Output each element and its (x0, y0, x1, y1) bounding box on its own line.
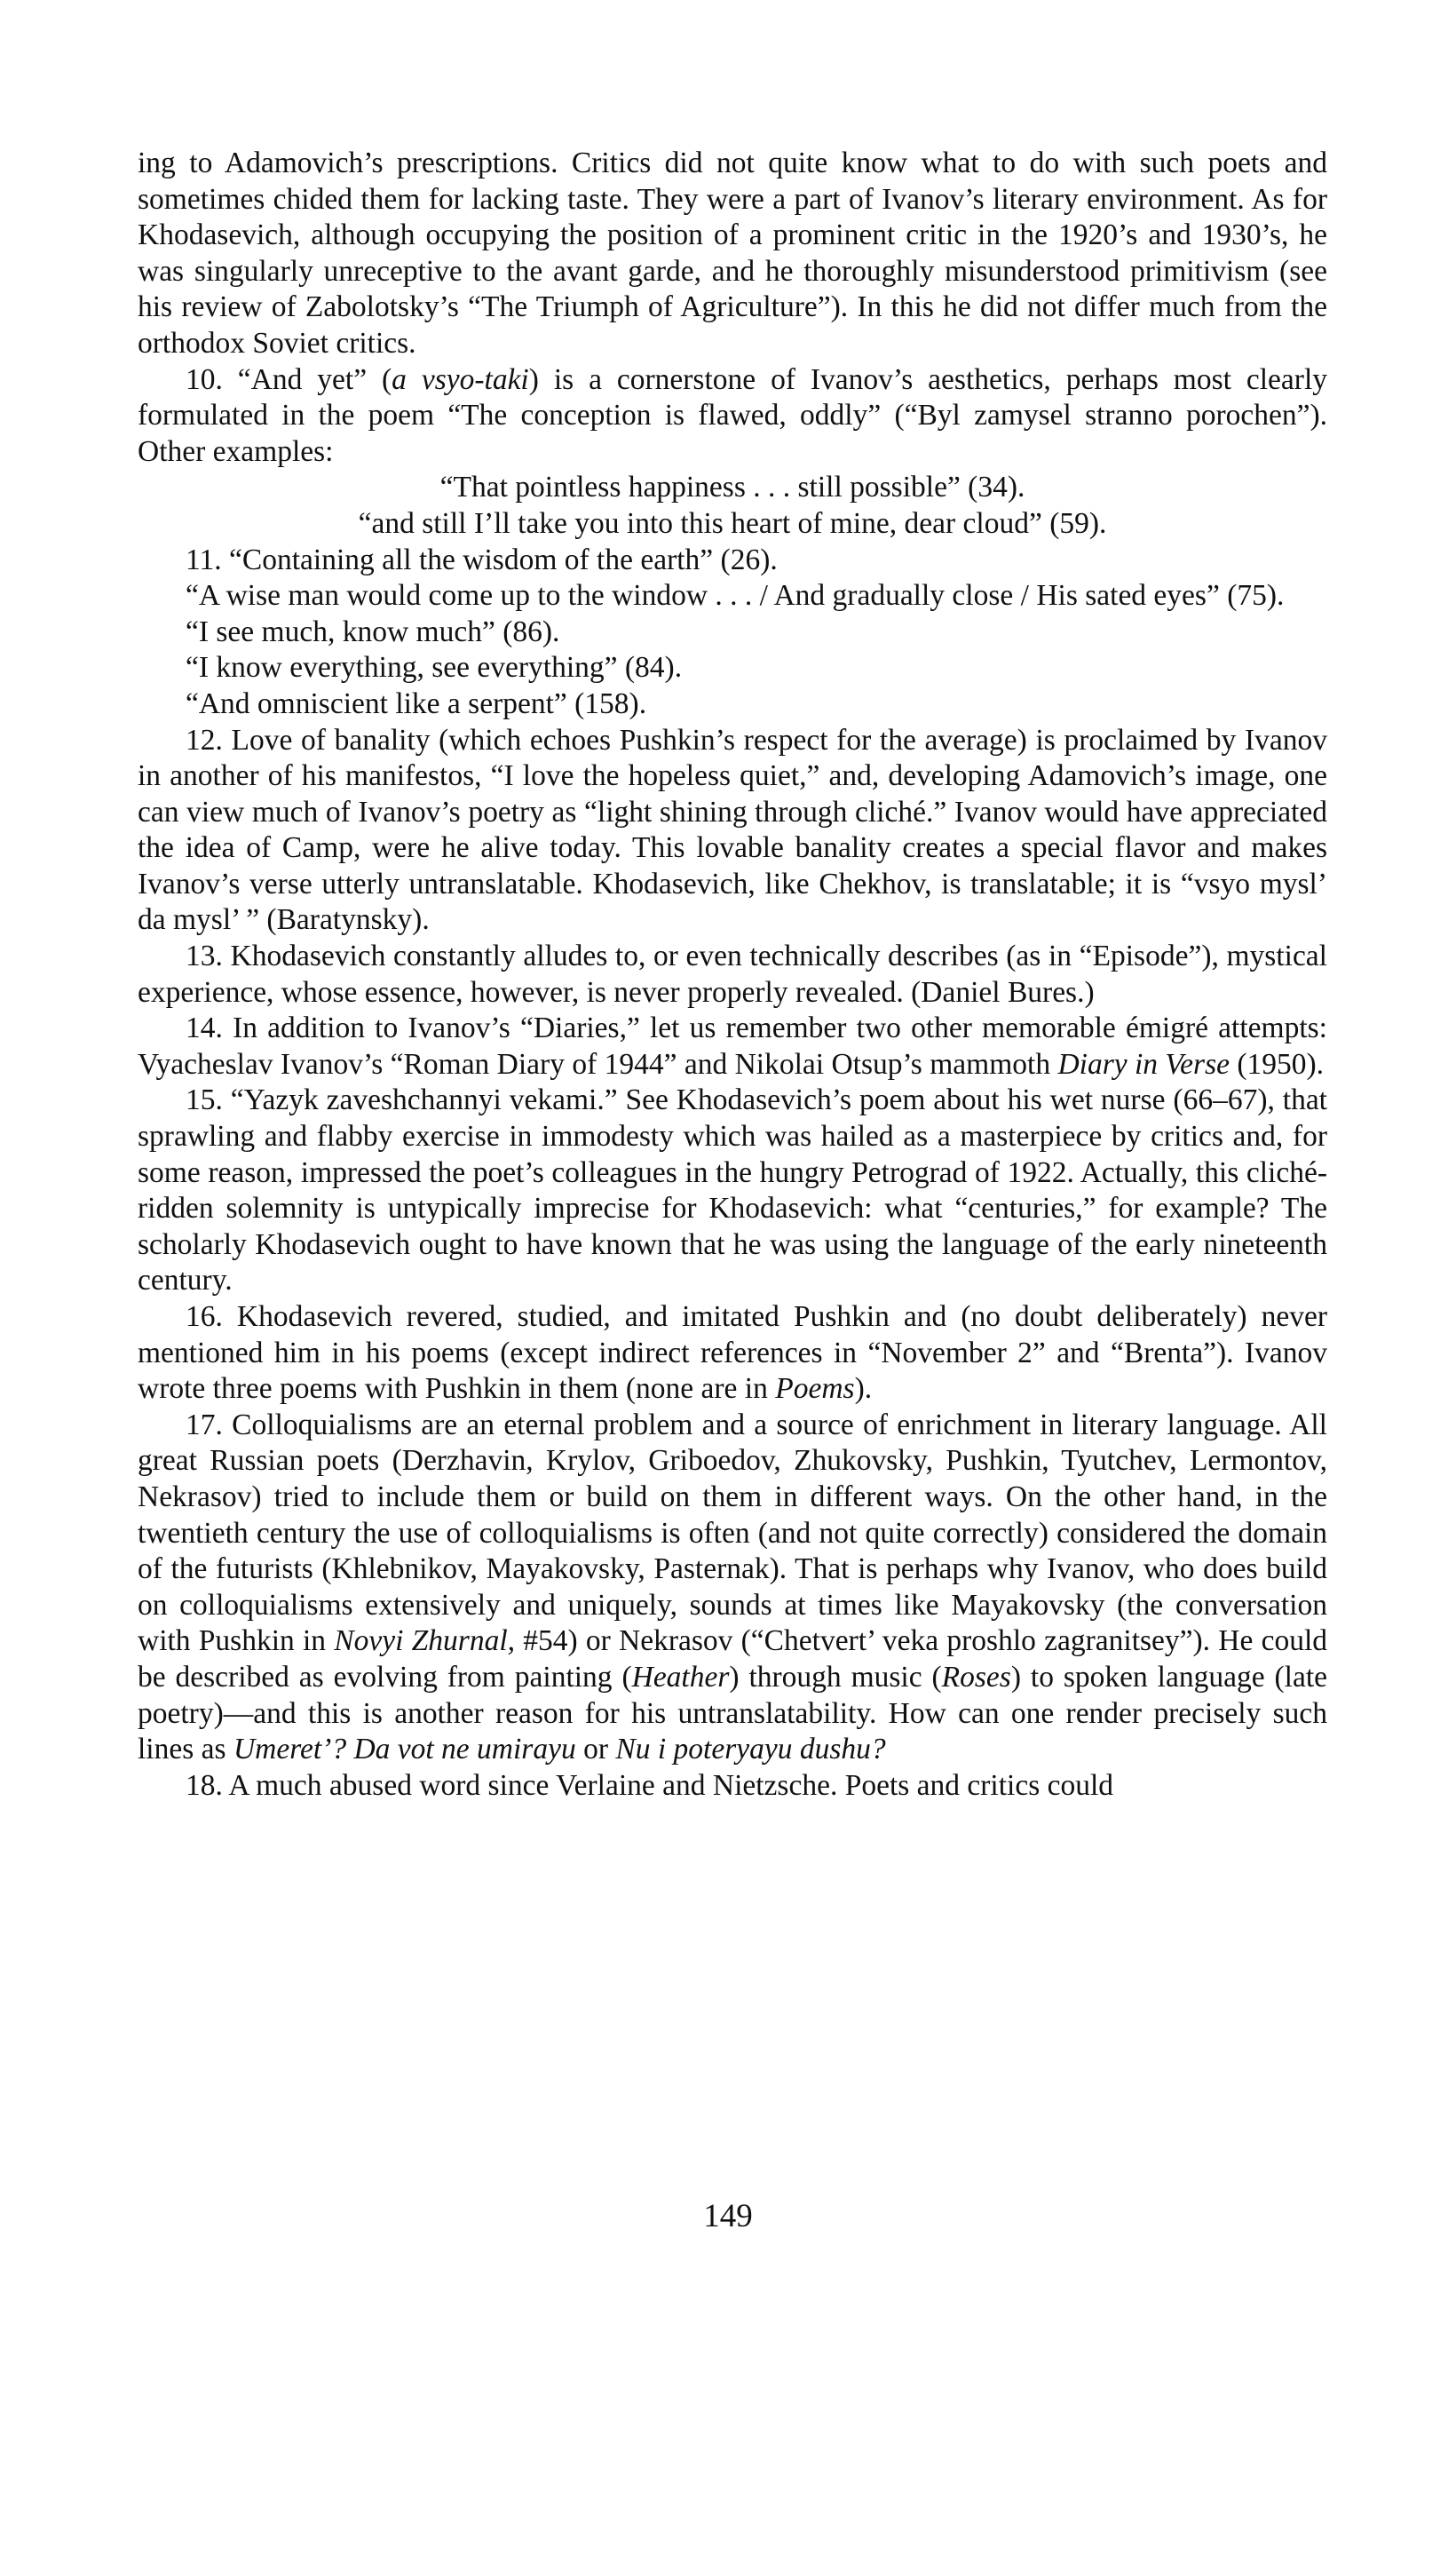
text-run: 14. In addition to Ivanov’s “Diaries,” let us remember two other memorable émigré attempts: Vyacheslav Ivanov’s “Roman Diary of 1944” and Nikolai Otsup’s mammoth (138, 1012, 1327, 1081)
note-12 (138, 723, 1327, 940)
text-run: “And omniscient like a serpent” (158). (186, 686, 647, 720)
italic-run: Heather (631, 1660, 730, 1694)
text-run: “That pointless happiness . . . still possible” (34). (439, 471, 1025, 504)
text-run: ) through music ( (729, 1660, 942, 1694)
quote-line (138, 578, 1327, 615)
text-run: “A wise man would come up to the window . . . / And gradually close / His sated eyes” (75). (186, 579, 1285, 613)
quote-line (138, 615, 1327, 651)
quote-line (138, 686, 1327, 723)
text-run: #54) or Nekrasov (“Chetvert’ veka proshlo zagranitsey”). He could be described as evolving from painting ( (138, 1624, 1328, 1694)
italic-run: Novyi Zhurnal, (334, 1624, 516, 1658)
text-run: ) to spoken language (late poetry)—and this is another reason for his untranslatability. How can one render precisely such lines as (138, 1660, 1327, 1766)
note-10 (138, 362, 1327, 471)
text-run: or (575, 1733, 616, 1766)
text-run: “and still I’ll take you into this heart of mine, dear cloud” (59). (358, 506, 1107, 540)
italic-run: a vsyo-taki (392, 362, 529, 396)
note-11 (138, 543, 1327, 579)
note-18 (138, 1768, 1327, 1805)
text-run: 16. Khodasevich revered, studied, and imitated Pushkin and (no doubt deliberately) never mentioned him in his poems (except indirect references in “November 2” and “Brenta”). Ivanov wrote three poems with Pushkin in them (none are in (138, 1300, 1327, 1406)
page-body (138, 146, 1327, 1804)
quote-line (138, 650, 1327, 686)
text-run: ) is a cornerstone of Ivanov’s aesthetics, perhaps most clearly formulated in the poem “The conception is flawed, oddly” (“Byl zamysel stranno porochen”). Other examples: (138, 362, 1327, 468)
note-16 (138, 1299, 1327, 1408)
text-run: 11. “Containing all the wisdom of the earth” (26). (186, 543, 778, 576)
text-run: 12. Love of banality (which echoes Pushkin’s respect for the average) is proclaimed by Ivanov in another of his manifestos, “I love the hopeless quiet,” and, developing Adamovich’s image, one can view much of Ivanov’s poetry as “light shining through cliché.” Ivanov would have appreciated the idea of Camp, were he alive today. This lovable banality creates a special flavor and makes Ivanov’s verse utterly untranslatable. Khodasevich, like Chekhov, is translatable; it is “vsyo mysl’ da mysl’ ” (Baratynsky). (138, 723, 1327, 937)
paragraph-continuation (138, 146, 1327, 362)
italic-run: Nu i poteryayu dushu? (615, 1733, 886, 1766)
text-run: “I know everything, see everything” (84). (186, 651, 683, 685)
text-run: 13. Khodasevich constantly alludes to, or even technically describes (as in “Episode”), mystical experience, whose essence, however, is never properly revealed. (Daniel Bures.) (138, 940, 1327, 1009)
quote-line (138, 506, 1327, 543)
note-14 (138, 1011, 1327, 1083)
note-15 (138, 1083, 1327, 1299)
text-run: 17. Colloquialisms are an eternal problem and a source of enrichment in literary language. All great Russian poets (Derzhavin, Krylov, Griboedov, Zhukovsky, Pushkin, Tyutchev, Lermontov, Nekrasov) tried to include them or build on them in different ways. On the other hand, in the twentieth century the use of colloquialisms is often (and not quite correctly) considered the domain of the futurists (Khlebnikov, Mayakovsky, Pasternak). That is perhaps why Ivanov, who does build on colloquialisms extensively and uniquely, sounds at times like Mayakovsky (the conversation with Pushkin in (138, 1408, 1327, 1658)
text-run: (1950). (1229, 1047, 1325, 1081)
italic-run: Poems (775, 1372, 855, 1406)
note-17 (138, 1408, 1327, 1768)
text-run: 15. “Yazyk zaveshchannyi vekami.” See Khodasevich’s poem about his wet nurse (66–67), that sprawling and flabby exercise in immodesty which was hailed as a masterpiece by critics and, for some reason, impressed the poet’s colleagues in the hungry Petrograd of 1922. Actually, this cliché-ridden solemnity is untypically imprecise for Khodasevich: what “centuries,” for example? The scholarly Khodasevich ought to have known that he was using the language of the early nineteenth century. (138, 1083, 1327, 1297)
note-13 (138, 939, 1327, 1011)
text-run: ing to Adamovich’s prescriptions. Critics did not quite know what to do with such poets and sometimes chided them for lacking taste. They were a part of Ivanov’s literary environment. As for Khodasevich, although occupying the position of a prominent critic in the 1920’s and 1930’s, he was singularly unreceptive to the avant garde, and he thoroughly misunderstood primitivism (see his review of Zabolotsky’s “The Triumph of Agriculture”). In this he did not differ much from the orthodox Soviet critics. (138, 147, 1327, 360)
italic-run: Diary in Verse (1057, 1047, 1230, 1081)
italic-run: Roses (941, 1660, 1011, 1694)
italic-run: Umeret’? Da vot ne umirayu (233, 1733, 576, 1766)
page-number: 149 (703, 2198, 753, 2234)
text-run: 10. “And yet” ( (186, 362, 392, 396)
text-run: “I see much, know much” (86). (186, 615, 560, 648)
quote-line (138, 470, 1327, 506)
text-run: 18. A much abused word since Verlaine and Nietzsche. Poets and critics could (186, 1768, 1114, 1802)
text-run: ). (854, 1372, 873, 1406)
